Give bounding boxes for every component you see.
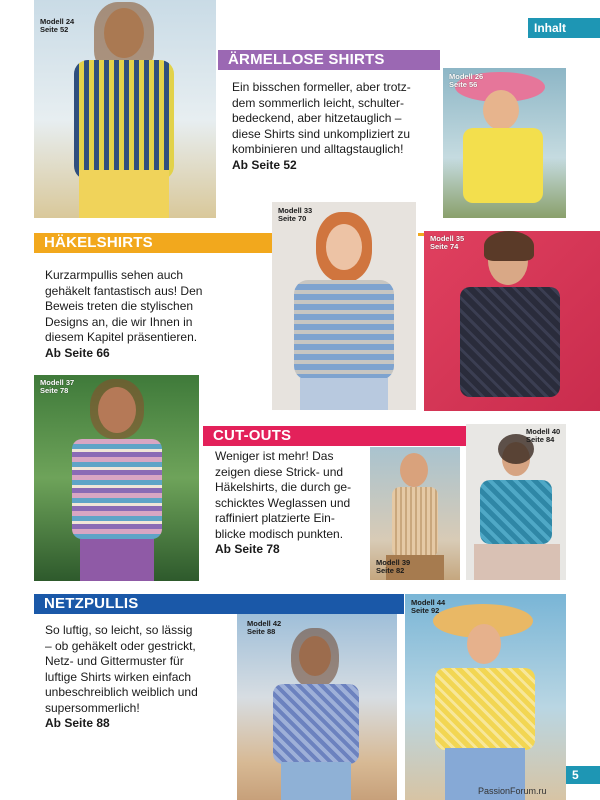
photo-modell-44: [405, 594, 566, 800]
section-text-sleeveless: [232, 80, 442, 173]
section-text-netz: [45, 623, 240, 732]
section-banner-sleeveless: ÄRMELLOSE SHIRTS: [218, 50, 440, 70]
photo-modell-42: [237, 614, 397, 800]
section-description: Weniger ist mehr! Das zeigen diese Strick- und Häkelshirts, die durch ge- schicktes Weglassen und raffiniert platzierte Ein- blicke modisch punkten.: [215, 449, 352, 541]
photo-modell-39: [370, 447, 460, 580]
model-caption: Modell 42 Seite 88: [247, 619, 282, 636]
photo-modell-26: [443, 68, 566, 218]
section-text-crochet: [45, 268, 260, 361]
section-description: So luftig, so leicht, so lässig – ob gehäkelt oder gestrickt, Netz- und Gittermuster für luftige Shirts wirken einfach unbeschreiblich weiblich und supersommerlich!: [45, 623, 198, 715]
section-text-cutouts: [215, 449, 375, 558]
model-caption: Modell 39 Seite 82: [376, 558, 411, 575]
model-caption: Modell 33 Seite 70: [278, 206, 313, 223]
model-caption: Modell 26 Seite 56: [449, 72, 484, 89]
model-caption: Modell 35 Seite 74: [430, 234, 465, 251]
section-banner-netz: NETZPULLIS: [34, 594, 404, 614]
contents-tab[interactable]: Inhalt: [528, 18, 600, 38]
photo-modell-24: [34, 0, 216, 218]
page-reference[interactable]: Ab Seite 88: [45, 716, 110, 730]
photo-modell-37: [34, 375, 199, 581]
model-caption: Modell 44 Seite 92: [411, 598, 446, 615]
page-reference[interactable]: Ab Seite 78: [215, 542, 280, 556]
section-description: Ein bisschen formeller, aber trotz- dem sommerlich leicht, schulter- bedeckend, aber hitzetauglich – diese Shirts sind unkompliziert zu kombinieren und alltagstauglich!: [232, 80, 411, 156]
page-reference[interactable]: Ab Seite 66: [45, 345, 110, 360]
section-banner-cutouts: CUT-OUTS: [203, 426, 467, 446]
photo-modell-33: [272, 202, 416, 410]
watermark: PassionForum.ru: [478, 786, 547, 796]
model-caption: Modell 37 Seite 78: [40, 378, 75, 395]
section-banner-crochet: HÄKELSHIRTS: [34, 233, 272, 253]
model-caption: Modell 24 Seite 52: [40, 17, 75, 34]
model-caption: Modell 40 Seite 84: [526, 427, 561, 444]
page-number: 5: [566, 766, 600, 784]
photo-modell-40: [466, 424, 566, 580]
section-description: Kurzarmpullis sehen auch gehäkelt fantastisch aus! Den Beweis treten die stylischen Designs an, die wir Ihnen in diesem Kapitel präsentieren.: [45, 268, 203, 344]
page-reference[interactable]: Ab Seite 52: [232, 157, 297, 172]
photo-modell-35: [424, 231, 600, 411]
